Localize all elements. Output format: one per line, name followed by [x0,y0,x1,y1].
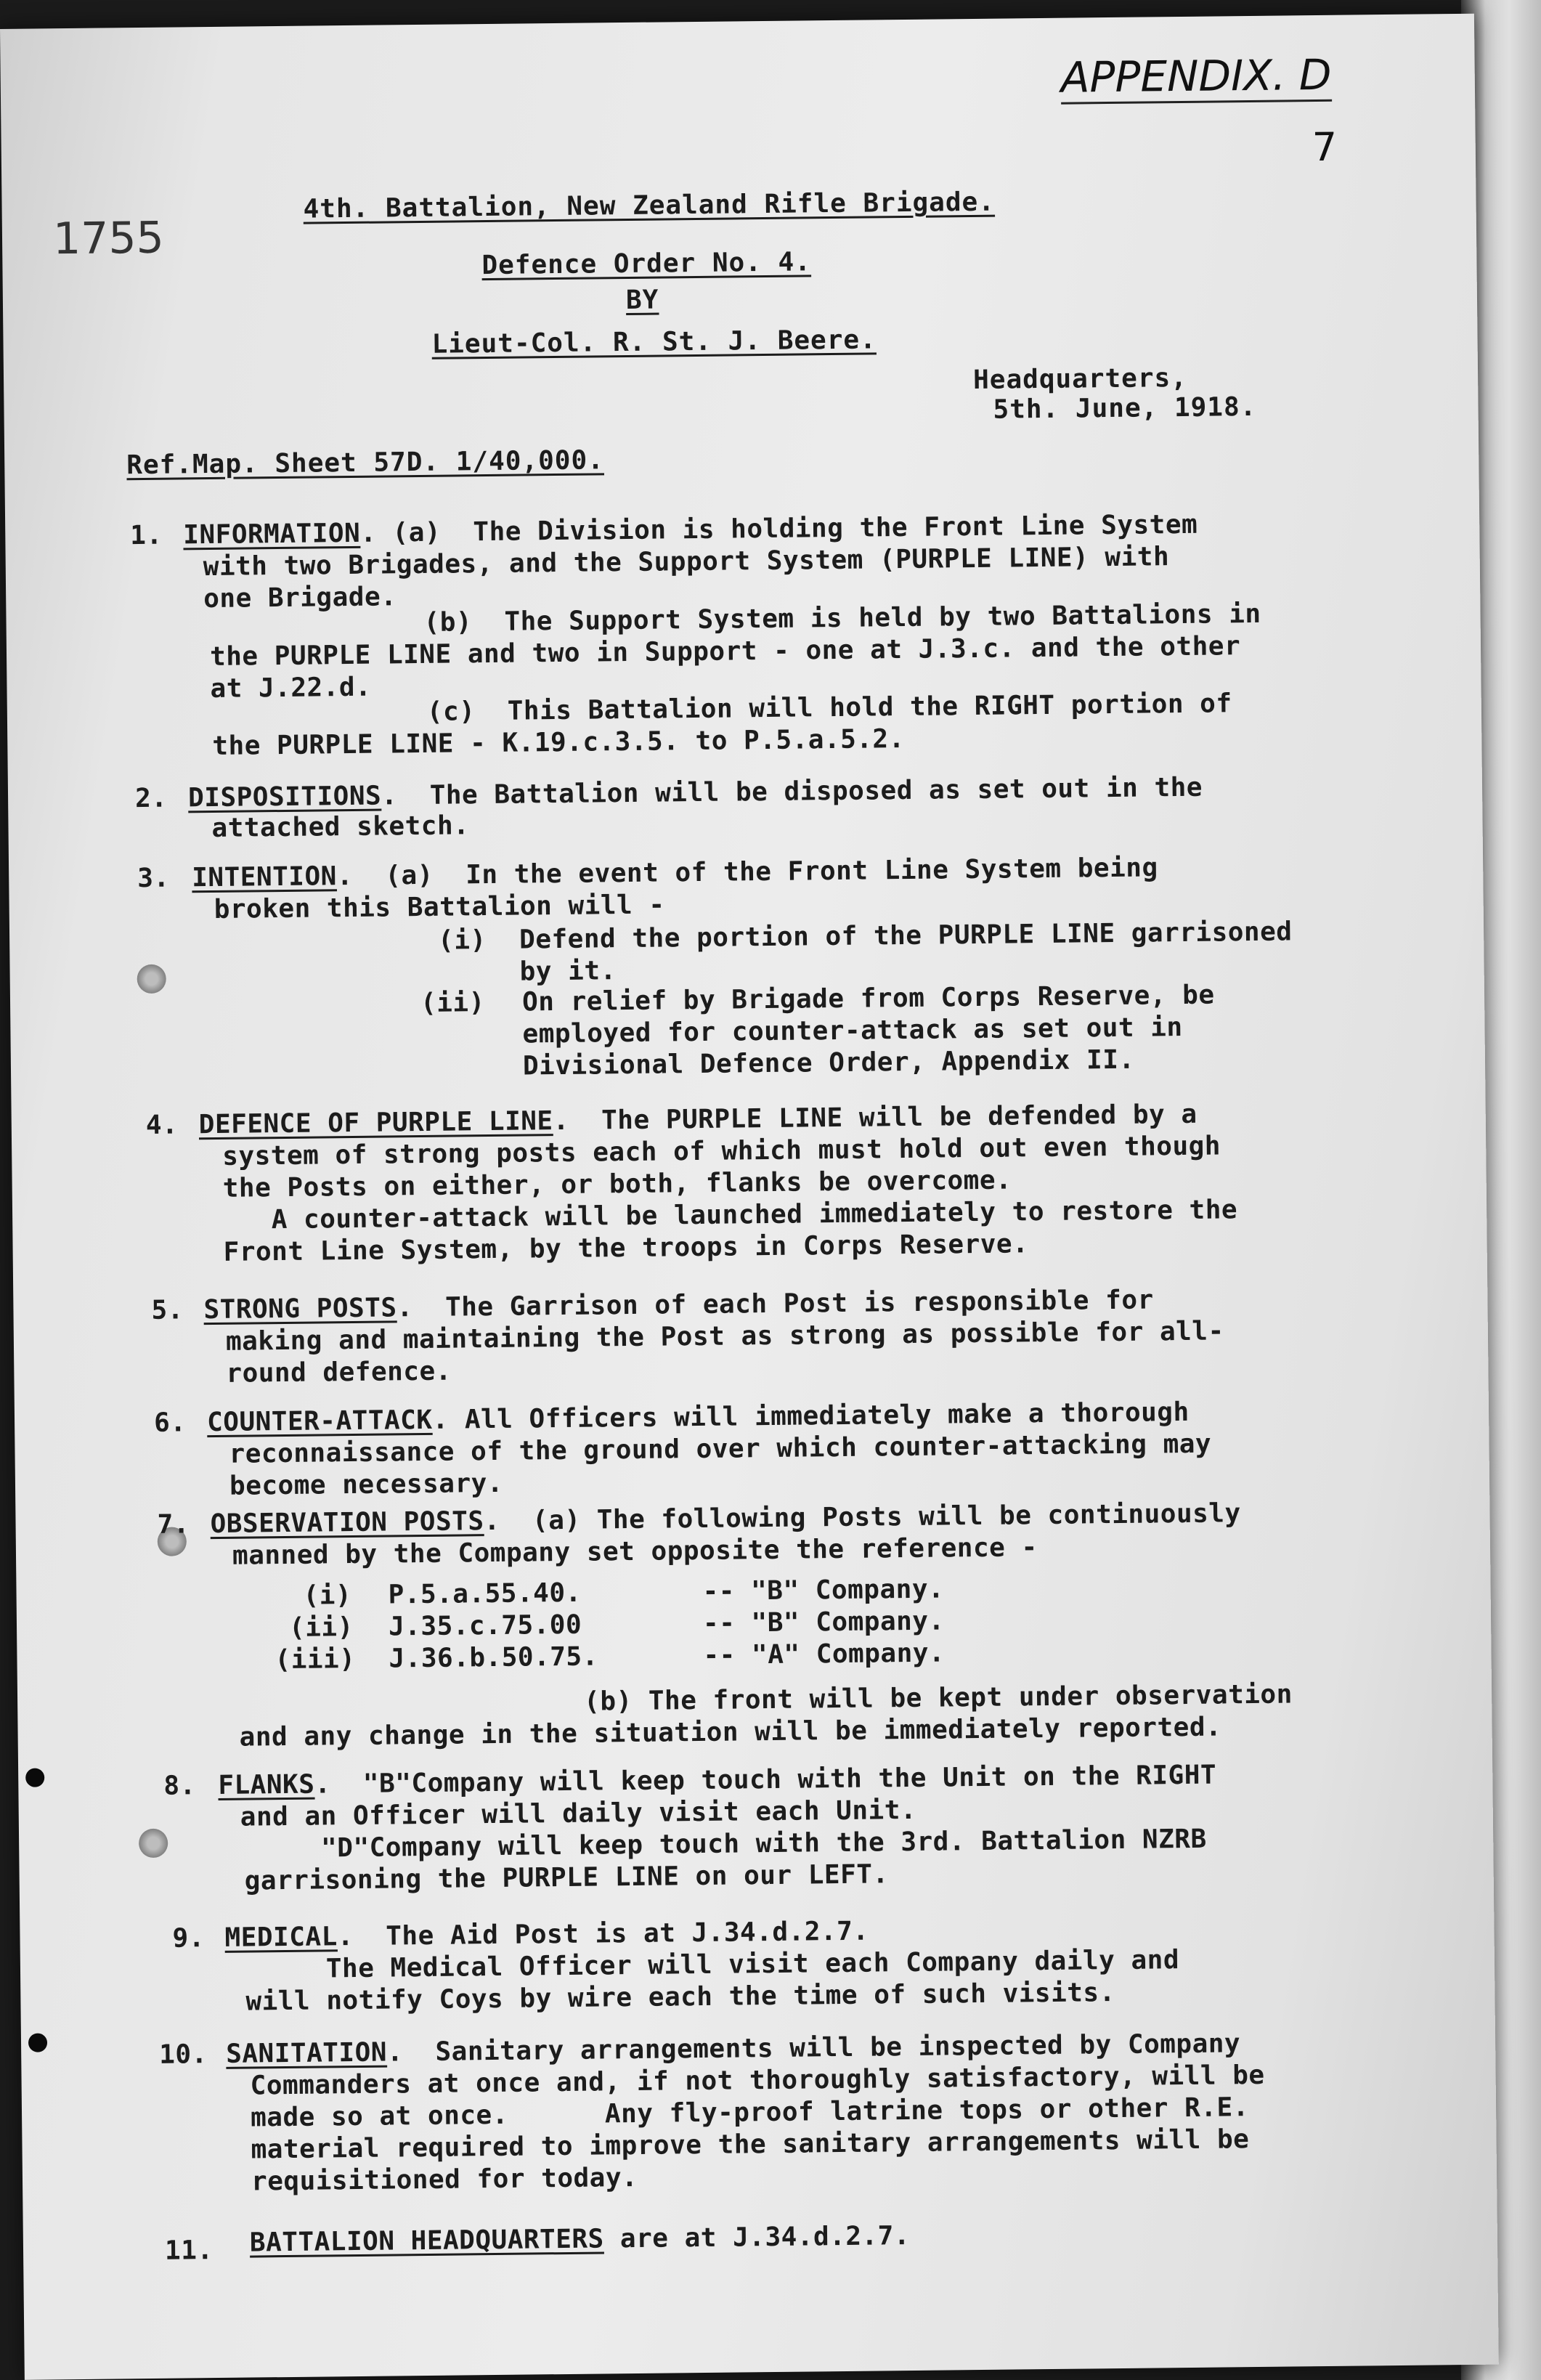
order-by: BY [625,285,659,315]
file-number-annotation: 1755 [52,212,165,265]
post-reference: P.5.a.55.40. [388,1577,582,1610]
para-3-text [192,852,1158,894]
para-6-line: become necessary. [229,1468,504,1501]
unit-title: 4th. Battalion, New Zealand Rifle Brigade. [303,187,996,224]
para-9-number: 9. [172,1923,206,1954]
commander-name: Lieut-Col. R. St. J. Beere. [431,325,877,360]
binder-hole [25,1768,44,1787]
para-1-line: with two Brigades, and the Support System (PURPLE LINE) with [203,542,1170,582]
para-1c-line: the PURPLE LINE - K.19.c.3.5. to P.5.a.5.2. [212,724,906,761]
para-3-number: 3. [137,863,170,894]
para-6-number: 6. [153,1408,187,1438]
para-9-line: The Medical Officer will visit each Company daily and [245,1945,1180,1985]
para-4-line: the Posts on either, or both, flanks be overcome. [222,1165,1012,1203]
para-3-line: . (a) In the event of the Front Line System being [336,853,1158,892]
order-title: Defence Order No. 4. [481,247,812,281]
para-4-line: A counter-attack will be launched immediately to restore the [222,1195,1238,1235]
para-6-heading: COUNTER-ATTACK [206,1405,433,1438]
para-7-line: . (a) The following Posts will be continuously [484,1498,1241,1537]
para-3-line: broken this Battalion will - [214,890,665,925]
para-11-heading: BATTALION HEADQUARTERS [249,2224,604,2258]
para-5-heading: STRONG POSTS [203,1293,397,1325]
para-9-line: . The Aid Post is at J.34.d.2.7. [337,1916,869,1952]
para-3-ii-line: employed for counter-attack as set out in [522,1012,1183,1049]
para-3-i-line: by it. [519,956,617,987]
post-reference: J.35.c.75.00 [388,1609,582,1642]
para-7-line: manned by the Company set opposite the reference - [232,1532,1038,1571]
para-1b-line: at J.22.d. [210,672,372,704]
para-1c-line: (c) This Battalion will hold the RIGHT portion of [426,689,1232,727]
para-7-heading: OBSERVATION POSTS [210,1506,484,1540]
binder-hole [28,2033,47,2052]
para-3-i-label: (i) [437,925,487,956]
page-number: 7 [1312,123,1338,171]
para-4-heading: DEFENCE OF PURPLE LINE [198,1106,553,1140]
para-3-ii-label: (ii) [420,988,485,1019]
hq-location: Headquarters, [972,362,1188,395]
para-3-ii-line: Divisional Defence Order, Appendix II. [522,1044,1135,1081]
para-8-line: "D"Company will keep touch with the 3rd. Battalion NZRB [240,1824,1207,1864]
para-10-line: material required to improve the sanitary arrangements will be [251,2124,1250,2165]
para-2-heading: DISPOSITIONS [187,781,382,813]
post-company: -- "B" Company. [702,1574,945,1607]
para-1-line: one Brigade. [203,582,397,614]
para-1b-line: the PURPLE LINE and two in Support - one at J.3.c. and the other [209,631,1241,673]
para-4-line: system of strong posts each of which must hold out even though [222,1131,1221,1171]
para-2-number: 2. [134,783,168,814]
para-10-line: . Sanitary arrangements will be inspected by Company [386,2028,1241,2068]
para-8-number: 8. [163,1771,196,1801]
para-8-line: . "B"Company will keep touch with the Unit on the RIGHT [314,1760,1217,1800]
para-6-line: . All Officers will immediately make a thorough [432,1397,1190,1435]
reference-map: Ref.Map. Sheet 57D. 1/40,000. [126,445,605,481]
para-7-number: 7. [157,1509,190,1540]
para-5-number: 5. [151,1295,184,1325]
appendix-annotation: APPENDIX. D [1060,50,1331,105]
para-2-line: . The Battalion will be disposed as set out in the [381,772,1203,811]
para-9-heading: MEDICAL [224,1922,338,1953]
para-1-line: . (a) The Division is holding the Front Line System [360,509,1198,548]
para-7b-line: (b) The front will be kept under observation [583,1679,1293,1717]
document-page [0,14,1499,2380]
order-date: 5th. June, 1918. [993,391,1257,425]
post-label: (i) [303,1580,352,1611]
para-4-line: Front Line System, by the troops in Corps Reserve. [223,1229,1029,1267]
post-company: -- "A" Company. [703,1638,946,1670]
para-8-line: and an Officer will daily visit each Unit. [240,1795,917,1832]
para-9-line: will notify Coys by wire each the time of such visits. [245,1978,1116,2017]
post-label: (ii) [288,1612,354,1643]
para-3-ii-line: On relief by Brigade from Corps Reserve, be [521,980,1215,1018]
para-10-number: 10. [159,2039,208,2070]
para-2-text [188,772,1203,815]
para-7-text [210,1498,1241,1540]
para-11-text [250,2220,911,2259]
para-4-number: 4. [145,1110,179,1140]
para-5-line: . The Garrison of each Post is responsible for [397,1285,1154,1323]
para-7b-line: and any change in the situation will be immediately reported. [239,1712,1222,1752]
para-11-number: 11. [164,2235,214,2266]
para-5-line: making and maintaining the Post as strong as possible for all- [225,1316,1224,1357]
para-10-heading: SANITATION [226,2037,388,2069]
para-2-line: attached sketch. [211,811,470,844]
para-3-heading: INTENTION [192,861,338,893]
post-label: (iii) [275,1644,356,1676]
punch-hole [137,964,166,994]
para-8-line: garrisoning the PURPLE LINE on our LEFT. [244,1859,889,1896]
para-1-number: 1. [130,520,163,551]
para-8-heading: FLANKS [218,1769,315,1800]
para-8-text [218,1760,1216,1802]
para-5-line: round defence. [226,1356,452,1389]
para-10-line: made so at once. Any fly-proof latrine tops or other R.E. [250,2092,1250,2133]
para-10-line: requisitioned for today. [251,2162,638,2197]
punch-hole [139,1829,168,1858]
post-reference: J.36.b.50.75. [389,1641,598,1674]
para-3-i-line: Defend the portion of the PURPLE LINE garrisoned [519,917,1293,955]
para-11-line: are at J.34.d.2.7. [603,2221,911,2254]
para-1b-line: (b) The Support System is held by two Battalions in [423,598,1261,638]
para-10-line: Commanders at once and, if not thoroughly satisfactory, will be [250,2060,1265,2101]
para-6-line: reconnaissance of the ground over which counter-attacking may [229,1429,1212,1469]
post-company: -- "B" Company. [702,1606,945,1638]
para-4-line: . The PURPLE LINE will be defended by a [553,1099,1198,1137]
para-1-heading: INFORMATION [183,518,361,551]
